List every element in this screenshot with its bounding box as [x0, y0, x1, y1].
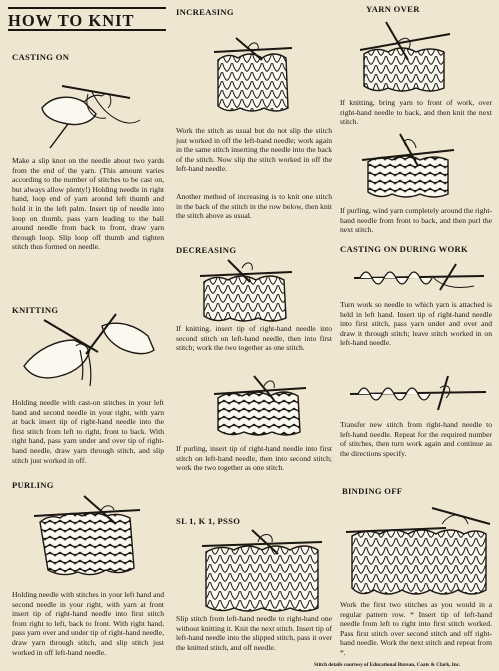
binding-off-text: Work the first two stitches as you would in a regular pattern row. * Insert tip of left-hand needle from left to right into first stitch worked. Pass first stitch over second stitch and off right-hand needle. Work the next stitch and repeat from *.: [340, 600, 492, 657]
knitting-illustration: [16, 306, 162, 388]
casting-on-during-illustration-1: [344, 256, 490, 296]
increasing-text-1: Work the stitch as usual but do not slip the stitch just worked in off the left-hand needle; work again in the same stitch inserting the needle into the back of the stitch. Now slip the stitch worked in off the left-hand needle.: [176, 126, 332, 174]
decreasing-text-1: If knitting, insert tip of right-hand needle into second stitch on left-hand needle, then into first stitch; work the two together as one stitch.: [176, 324, 332, 353]
purling-illustration: [30, 494, 150, 580]
sl1k1psso-text: Slip stitch from left-hand needle to right-hand one without knitting it. Knit the next stitch. Insert tip of left-hand needle into the slipped stitch, pass it over the knitted stitch, and off needle.: [176, 614, 332, 652]
sl1k1psso-heading: SL 1, K 1, PSSO: [176, 516, 241, 526]
binding-off-heading: BINDING OFF: [342, 486, 403, 496]
decreasing-text-2: If purling, insert tip of right-hand needle into first stitch on left-hand needle, then into second stitch; work the two together as one stitch.: [176, 444, 332, 473]
casting-on-text: Make a slip knot on the needle about two yards from the end of the yarn. (This amount varies according to the number of stitches to be cast on, but always allow plenty!) Holding needle in right hand, loop end of yarn around left thumb and hold it in the left palm. Insert tip of needle into loop on thumb, pass yarn leading to the ball around needle from back to front, draw yarn through loop. Slip loop off thumb and tighten stitch thus formed on needle.: [12, 156, 164, 252]
page-title: HOW TO KNIT: [8, 7, 166, 31]
knitting-text: Holding needle with cast-on stitches in your left hand and second needle in your right, with yarn at back insert tip of right-hand needle into the first stitch from left to right, front to back. With right hand, pass yarn under and over tip of right-hand needle, draw yarn through stitch, and slip stitch just worked in off.: [12, 398, 164, 465]
yarn-over-text-1: If knitting, bring yarn to front of work, over right-hand needle to back, and then knit the next stitch.: [340, 98, 492, 127]
decreasing-purl-illustration: [214, 374, 310, 440]
yarn-over-text-2: If purling, wind yarn completely around the right-hand needle from front to back, and then purl the next stitch.: [340, 206, 492, 235]
increasing-illustration: [212, 36, 294, 116]
purling-text: Holding needle with stitches in your left hand and second needle in your right, with yarn at front insert tip of right-hand needle into first stitch from right to left, back to front. With right hand, pass yarn over and under tip of right-hand needle, draw yarn through stitch, and slip stitch just worked in off left-hand needle.: [12, 590, 164, 657]
yarn-over-knit-illustration: [356, 20, 452, 94]
casting-on-heading: CASTING ON: [12, 52, 70, 62]
binding-off-illustration: [346, 502, 492, 598]
purling-heading: PURLING: [12, 480, 54, 490]
credit-line: Stitch details courtesy of Educational Bureau, Coats & Clark, Inc.: [314, 662, 461, 668]
yarn-over-heading: YARN OVER: [366, 4, 420, 14]
increasing-text-2: Another method of increasing is to knit one stitch in the back of the stitch in the row below, then knit the stitch above as usual.: [176, 192, 332, 221]
casting-on-during-heading: CASTING ON DURING WORK: [340, 244, 468, 254]
yarn-over-purl-illustration: [360, 130, 456, 202]
casting-on-during-illustration-2: [344, 370, 490, 414]
casting-on-illustration: [22, 68, 142, 150]
casting-on-during-text-1: Turn work so needle to which yarn is attached is held in left hand. Insert tip of right-hand needle into first stitch, pass yarn under and over and draw it through stitch; leave stitch worked in on left-hand needle.: [340, 300, 492, 348]
increasing-heading: INCREASING: [176, 7, 234, 17]
decreasing-knit-illustration: [198, 258, 294, 324]
knitting-heading: KNITTING: [12, 305, 59, 315]
decreasing-heading: DECREASING: [176, 245, 237, 255]
sl1k1psso-illustration: [200, 528, 324, 614]
casting-on-during-text-2: Transfer new stitch from right-hand needle to left-hand needle. Repeat for the required number of stitches, then turn work again and continue as the directions specify.: [340, 420, 492, 458]
